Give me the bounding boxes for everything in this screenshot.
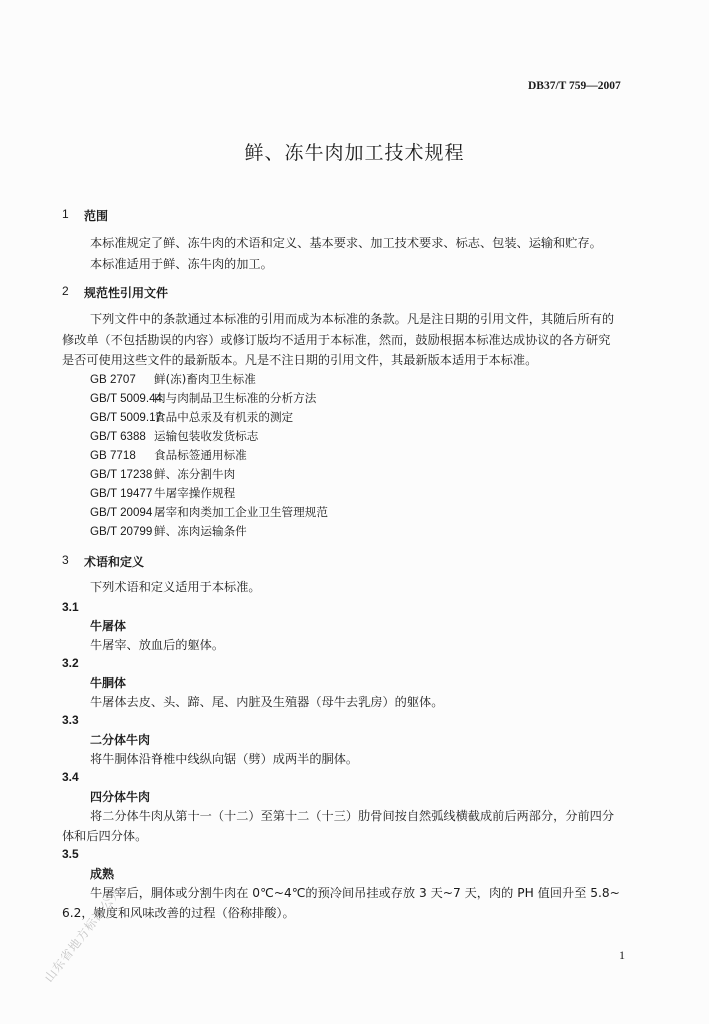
paragraph-line: 修改单（不包括勘误的内容）或修订版均不适用于本标准，然而，鼓励根据本标准达成协议的各方研究 (62, 333, 611, 347)
term-number: 3.3 (62, 713, 79, 727)
section-number: 2 (62, 284, 69, 298)
paragraph-line: 是否可使用这些文件的最新版本。凡是不注日期的引用文件，其最新版本适用于本标准。 (62, 353, 538, 367)
term-title: 四分体牛肉 (90, 790, 151, 804)
term-title: 牛屠体 (90, 619, 127, 633)
term-number: 3.1 (62, 600, 79, 614)
standard-code: DB37/T 759—2007 (528, 80, 621, 92)
page-number: 1 (619, 948, 625, 962)
term-title: 二分体牛肉 (90, 733, 151, 747)
reference-item: GB/T 6388 运输包装收发货标志 (90, 429, 259, 443)
section-title: 术语和定义 (84, 555, 145, 569)
term-definition: 牛屠宰后，胴体或分割牛肉在 0℃~4℃的预冷间吊挂或存放 3 天~7 天，肉的 PH 值回升至 5.8~ (90, 886, 620, 900)
reference-item: GB/T 5009.17食品中总汞及有机汞的测定 (90, 410, 294, 424)
term-number: 3.2 (62, 656, 79, 670)
paragraph-line: 下列文件中的条款通过本标准的引用而成为本标准的条款。凡是注日期的引用文件，其随后所有的 (90, 312, 615, 326)
watermark: 山东省地方标准公开 (41, 884, 125, 985)
section-3-heading (62, 553, 262, 569)
term-definition: 牛屠体去皮、头、蹄、尾、内脏及生殖器（母牛去乳房）的躯体。 (90, 695, 444, 709)
term-definition: 将二分体牛肉从第十一（十二）至第十二（十三）肋骨间按自然弧线横截成前后两部分，分前四分 (90, 809, 615, 823)
term-definition: 牛屠宰、放血后的躯体。 (90, 638, 225, 652)
term-title: 牛胴体 (90, 676, 127, 690)
reference-item: GB/T 19477 牛屠宰操作规程 (90, 486, 236, 500)
reference-item: GB 7718 食品标签通用标准 (90, 448, 247, 462)
paragraph-line: 本标准规定了鲜、冻牛肉的术语和定义、基本要求、加工技术要求、标志、包装、运输和贮存。 (90, 236, 602, 250)
reference-item: GB/T 20799 鲜、冻肉运输条件 (90, 524, 247, 538)
document-title: 鲜、冻牛肉加工技术规程 (244, 142, 465, 164)
term-definition: 将牛胴体沿脊椎中线纵向锯（劈）成两半的胴体。 (90, 752, 359, 766)
term-definition: 体和后四分体。 (62, 829, 148, 843)
term-number: 3.4 (62, 770, 79, 784)
reference-item: GB/T 20094 屠宰和肉类加工企业卫生管理规范 (90, 505, 328, 519)
section-number: 1 (62, 207, 69, 221)
reference-item: GB/T 17238 鲜、冻分割牛肉 (90, 467, 236, 481)
term-definition: 6.2，嫩度和风味改善的过程（俗称排酸）。 (62, 906, 295, 920)
section-2-heading (62, 284, 262, 300)
reference-item: GB 2707 鲜(冻)畜肉卫生标准 (90, 372, 256, 386)
term-title: 成熟 (90, 867, 115, 881)
section-title: 范围 (84, 209, 109, 223)
paragraph-line: 本标准适用于鲜、冻牛肉的加工。 (90, 257, 273, 271)
paragraph-line: 下列术语和定义适用于本标准。 (90, 580, 261, 594)
reference-item: GB/T 5009.44肉与肉制品卫生标准的分析方法 (90, 391, 317, 405)
term-number: 3.5 (62, 847, 79, 861)
section-1-heading (62, 207, 262, 223)
section-title: 规范性引用文件 (84, 286, 169, 300)
section-number: 3 (62, 553, 69, 567)
